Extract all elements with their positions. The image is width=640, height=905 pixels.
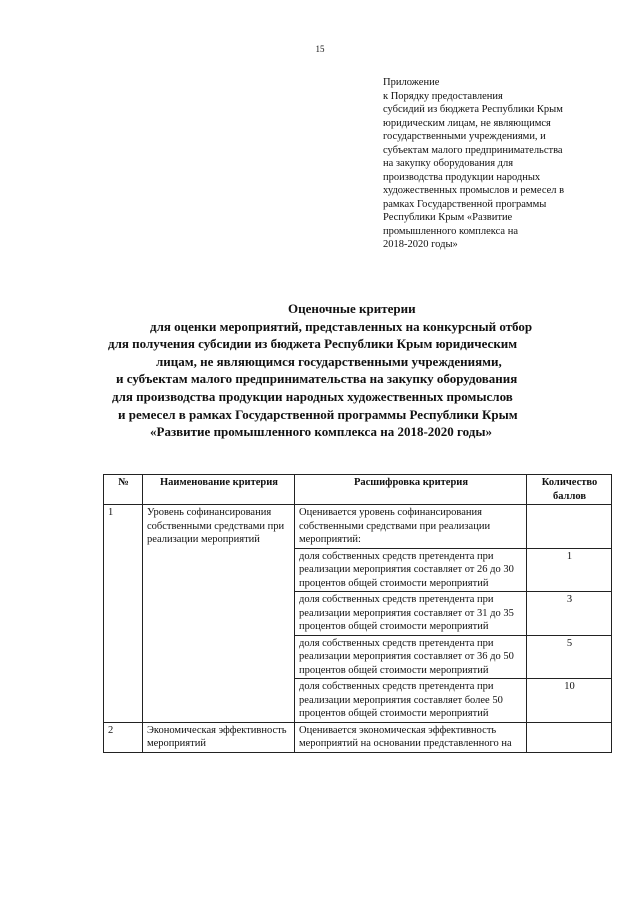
appendix-line: промышленного комплекса на [383, 225, 518, 237]
criterion-option: доля собственных средств претендента при реализации мероприятия составляет от 36 до 50 процентов общей стоимости мероприятий [295, 635, 527, 679]
criterion-number: 2 [104, 722, 143, 752]
appendix-line: Приложение [383, 77, 440, 88]
heading-line: и субъектам малого предпринимательства на закупку оборудования [116, 371, 518, 387]
points-value: 1 [527, 548, 612, 592]
criterion-name: Уровень софинансирования собственными средствами при реализации мероприятий [143, 505, 295, 723]
page-number: 15 [315, 44, 325, 54]
heading-line: для оценки мероприятий, представленных на конкурсный отбор [150, 318, 533, 334]
criterion-intro: Оценивается уровень софинансирования собственными средствами при реализации мероприятий: [295, 505, 527, 549]
appendix-line: производства продукции народных [383, 171, 541, 183]
points-value: 10 [527, 679, 612, 723]
heading-line: «Развитие промышленного комплекса на 2018-2020 годы» [150, 424, 492, 440]
heading-title: Оценочные критерии [288, 301, 416, 316]
points-cell [527, 722, 612, 752]
criterion-intro: Оценивается экономическая эффективность мероприятий на основании представленного на [295, 722, 527, 752]
heading-line: лицам, не являющимся государственными учреждениями, [156, 353, 502, 369]
appendix-line: рамках Государственной программы [383, 198, 547, 210]
table-row [104, 505, 612, 549]
appendix-line: Республики Крым «Развитие [383, 212, 513, 223]
criterion-option: доля собственных средств претендента при реализации мероприятия составляет от 31 до 35 процентов общей стоимости мероприятий [295, 592, 527, 636]
appendix-line: субсидий из бюджета Республики Крым [383, 104, 563, 115]
heading-line: для производства продукции народных художественных промыслов [112, 388, 513, 404]
criterion-option: доля собственных средств претендента при реализации мероприятия составляет от 26 до 30 процентов общей стоимости мероприятий [295, 548, 527, 592]
points-value: 5 [527, 635, 612, 679]
appendix-line: художественных промыслов и ремесел в [383, 185, 565, 196]
appendix-line: 2018-2020 годы» [383, 239, 458, 250]
appendix-line: субъектам малого предпринимательства [383, 144, 563, 156]
header-number: № [104, 475, 143, 505]
points-value: 3 [527, 592, 612, 636]
table-row [104, 722, 612, 752]
header-criterion-decoding: Расшифровка критерия [295, 475, 527, 505]
heading-line: для получения субсидии из бюджета Республики Крым юридическим [108, 336, 518, 352]
header-points: Количество баллов [527, 475, 612, 505]
criterion-name: Экономическая эффективность мероприятий [143, 722, 295, 752]
criterion-number: 1 [104, 505, 143, 723]
criterion-option: доля собственных средств претендента при реализации мероприятия составляет более 50 процентов общей стоимости мероприятий [295, 679, 527, 723]
appendix-block [383, 76, 623, 252]
table-header-row [104, 475, 612, 505]
appendix-line: государственными учреждениями, и [383, 131, 546, 142]
appendix-line: к Порядку предоставления [383, 90, 503, 102]
criteria-table [103, 474, 612, 753]
heading-line: и ремесел в рамках Государственной программы Республики Крым [118, 406, 518, 422]
document-heading [90, 300, 590, 441]
appendix-line: на закупку оборудования для [383, 158, 514, 169]
appendix-line: юридическим лицам, не являющимся [383, 117, 551, 129]
header-criterion-name: Наименование критерия [143, 475, 295, 505]
points-cell [527, 505, 612, 549]
